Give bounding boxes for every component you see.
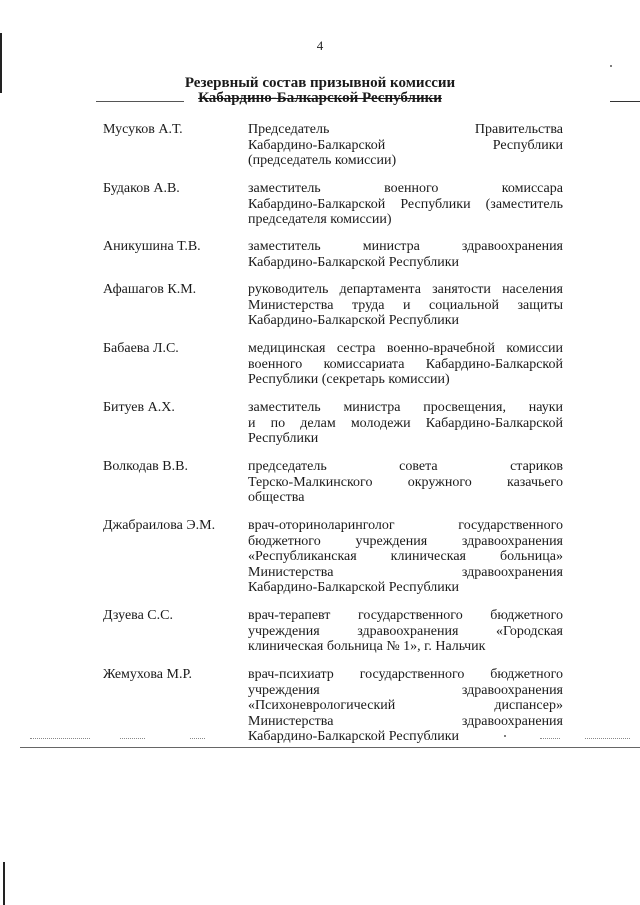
member-name: Аникушина Т.В.: [103, 239, 201, 254]
member-name: Битуев А.Х.: [103, 400, 175, 415]
member-role-line: общества: [248, 490, 305, 505]
left-margin-mark: [3, 862, 5, 905]
title-line-2: Кабардино-Балкарской Республики: [198, 90, 442, 106]
title-line-1: Резервный состав призывной комиссии: [184, 75, 456, 91]
member-role-line: председатель совета стариков: [248, 459, 563, 474]
scan-artifact-line: [96, 101, 184, 102]
member-role-line: Председатель Правительства: [248, 122, 563, 137]
member-role: [248, 608, 563, 655]
member-role-line: Кабардино-Балкарской Республики: [248, 729, 459, 744]
member-role-line: военного комиссариата Кабардино-Балкарской: [248, 356, 563, 372]
member-role-line: бюджетного учреждения здравоохранения: [248, 533, 563, 549]
member-role-line: врач-психиатр государственного бюджетного: [248, 667, 563, 682]
member-name: Жемухова М.Р.: [103, 667, 192, 682]
member-role-line: Кабардино-Балкарской Республики (заместитель: [248, 196, 563, 212]
member-role: [248, 667, 563, 745]
scan-artifact-line: [610, 101, 640, 102]
member-role-line: Терско-Малкинского окружного казачьего: [248, 474, 563, 490]
member-name: Бабаева Л.С.: [103, 341, 179, 356]
member-role-line: заместитель министра здравоохранения: [248, 239, 563, 254]
member-name: Мусуков А.Т.: [103, 122, 183, 137]
member-role-line: Кабардино-Балкарской Республики: [248, 313, 459, 328]
member-role-line: Республики: [248, 431, 319, 446]
member-role-line: заместитель военного комиссара: [248, 181, 563, 196]
member-role-line: Министерства труда и социальной защиты: [248, 297, 563, 313]
scan-speck: [610, 65, 612, 67]
member-role-line: учреждения здравоохранения: [248, 682, 563, 698]
left-margin-mark: [0, 33, 2, 93]
member-role-line: руководитель департамента занятости населения: [248, 282, 563, 297]
member-role-line: и по делам молодежи Кабардино-Балкарской: [248, 415, 563, 431]
member-name: Дзуева С.С.: [103, 608, 173, 623]
member-role-line: заместитель министра просвещения, науки: [248, 400, 563, 415]
member-role: [248, 282, 563, 329]
scan-artifact-dots: [190, 738, 205, 739]
member-role: [248, 341, 563, 388]
member-role-line: Кабардино-Балкарской Республики: [248, 580, 459, 595]
member-role-line: Кабардино-Балкарской Республики: [248, 254, 459, 270]
member-role-line: учреждения здравоохранения «Городская: [248, 623, 563, 639]
member-role-line: Министерства здравоохранения: [248, 713, 563, 729]
member-role: [248, 239, 563, 270]
scan-artifact-dots: [120, 738, 145, 739]
member-role: [248, 400, 563, 447]
scan-artifact-dots: [585, 738, 630, 739]
member-role-line: Кабардино-Балкарской Республики: [248, 137, 563, 153]
member-role-line: Министерства здравоохранения: [248, 564, 563, 580]
page-number: 4: [316, 38, 324, 53]
member-role: [248, 459, 563, 506]
member-name: Афашагов К.М.: [103, 282, 197, 297]
member-name: Джабраилова Э.М.: [103, 518, 216, 533]
member-role-line: врач-терапевт государственного бюджетного: [248, 608, 563, 623]
scan-artifact-dots: [30, 738, 90, 739]
member-role-line: клиническая больница № 1», г. Нальчик: [248, 639, 486, 654]
member-role-line: медицинская сестра военно-врачебной комиссии: [248, 341, 563, 356]
member-role-line: врач-оториноларинголог государственного: [248, 518, 563, 533]
member-name: Волкодав В.В.: [103, 459, 188, 474]
member-role-line: Республики (секретарь комиссии): [248, 372, 450, 387]
member-role-line: «Психоневрологический диспансер»: [248, 698, 563, 713]
member-role-line: «Республиканская клиническая больница»: [248, 549, 563, 564]
member-role: [248, 122, 563, 169]
page-border-line: [20, 747, 640, 748]
member-role: [248, 518, 563, 596]
member-role-line: председателя комиссии): [248, 212, 392, 227]
member-name: Будаков А.В.: [103, 181, 180, 196]
member-role: [248, 181, 563, 228]
member-role-line: (председатель комиссии): [248, 153, 397, 168]
